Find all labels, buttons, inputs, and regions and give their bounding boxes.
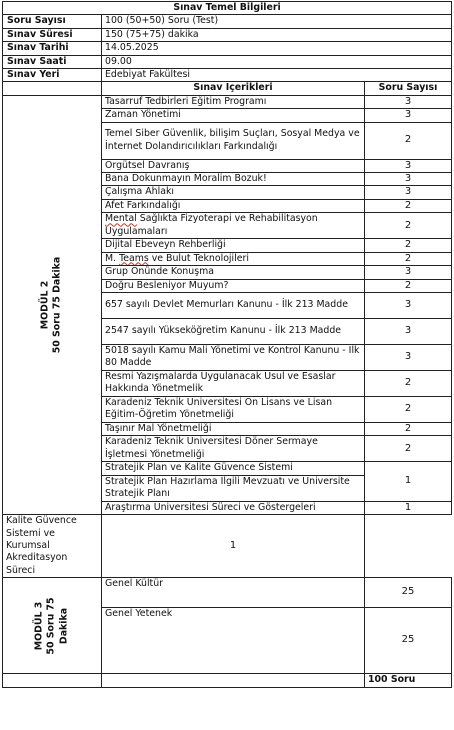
topic-count: 2 (365, 396, 452, 422)
total-questions: 100 Soru (365, 674, 452, 687)
topic-count: 2 (365, 370, 452, 396)
topic-item: Çalışma Ahlakı (102, 186, 365, 199)
topic-count: 3 (365, 266, 452, 279)
exam-date-value: 14.05.2025 (102, 42, 452, 55)
topic-count: 2 (365, 279, 452, 292)
topic-item: Mental Sağlıkta Fizyoterapi ve Rehabilitasyon Uygulamaları (102, 213, 365, 239)
topic-item: Genel Kültür (102, 578, 365, 608)
exam-duration-label: Sınav Süresi (3, 28, 102, 41)
topic-item: Örgütsel Davranış (102, 159, 365, 172)
topic-item: 2547 sayılı Yükseköğretim Kanunu - İlk 213 Madde (102, 318, 365, 344)
topic-count: 3 (365, 318, 452, 344)
topic-item: Dijital Ebeveyn Rehberliği (102, 239, 365, 252)
question-count-label: Soru Sayısı (3, 15, 102, 28)
topic-count: 2 (365, 422, 452, 435)
topic-count: 3 (365, 344, 452, 370)
exam-duration-value: 150 (75+75) dakika (102, 28, 452, 41)
topic-count: 2 (365, 436, 452, 462)
basic-info-title: Sınav Temel Bilgileri (3, 2, 452, 15)
topic-item: Resmi Yazışmalarda Uygulanacak Usul ve Esaslar Hakkında Yönetmelik (102, 370, 365, 396)
topic-item: Kalite Güvence Sistemi ve Kurumsal Akreditasyon Süreci (3, 515, 102, 578)
topic-count: 2 (365, 252, 452, 265)
contents-count-header: Soru Sayısı (365, 82, 452, 95)
topic-item: 657 sayılı Devlet Memurları Kanunu - İlk 213 Madde (102, 292, 365, 318)
topic-count: 2 (365, 122, 452, 159)
topic-item: Karadeniz Teknik Üniversitesi Döner Sermaye İşletmesi Yönetmeliği (102, 436, 365, 462)
topic-count: 1 (365, 462, 452, 501)
topic-count: 2 (365, 239, 452, 252)
topic-item: Bana Dokunmayın Moralim Bozuk! (102, 173, 365, 186)
question-count-value: 100 (50+50) Soru (Test) (102, 15, 452, 28)
topic-item: Tasarruf Tedbirleri Eğitim Programı (102, 95, 365, 108)
topic-item: Araştırma Üniversitesi Süreci ve Göstergeleri (102, 501, 365, 514)
contents-topic-header: Sınav İçerikleri (102, 82, 365, 95)
module-3-label: MODÜL 3 50 Soru 75 Dakika (3, 578, 102, 674)
topic-item: Taşınır Mal Yönetmeliği (102, 422, 365, 435)
spellcheck-word: Mental (105, 213, 137, 225)
module-2-label: MODÜL 2 50 Soru 75 Dakika (3, 95, 102, 514)
topic-item: Stratejik Plan ve Kalite Güvence Sistemi (102, 462, 365, 475)
topic-item: Doğru Besleniyor Muyum? (102, 279, 365, 292)
topic-item: Genel Yetenek (102, 608, 365, 674)
topic-item: Temel Siber Güvenlik, bilişim Suçları, Sosyal Medya ve İnternet Dolandırıcılıkları Farkındalığı (102, 122, 365, 159)
spellcheck-word: Teams (119, 252, 149, 264)
exam-place-label: Sınav Yeri (3, 69, 102, 82)
exam-time-label: Sınav Saati (3, 55, 102, 68)
exam-time-value: 09.00 (102, 55, 452, 68)
topic-item: 5018 sayılı Kamu Mali Yönetimi ve Kontrol Kanunu - İlk 80 Madde (102, 344, 365, 370)
topic-count: 25 (365, 608, 452, 674)
topic-count: 1 (365, 501, 452, 514)
topic-count: 2 (365, 213, 452, 239)
exam-date-label: Sınav Tarihi (3, 42, 102, 55)
exam-info-document (2, 1, 451, 688)
topic-count: 25 (365, 578, 452, 608)
exam-place-value: Edebiyat Fakültesi (102, 69, 452, 82)
topic-item: Grup Önünde Konuşma (102, 266, 365, 279)
topic-item: Afet Farkındalığı (102, 199, 365, 212)
topic-count: 2 (365, 199, 452, 212)
topic-count: 3 (365, 95, 452, 108)
exam-contents-table (2, 81, 452, 687)
topic-count: 3 (365, 109, 452, 122)
topic-count: 3 (365, 292, 452, 318)
topic-item: Zaman Yönetimi (102, 109, 365, 122)
topic-item: M. Teams ve Bulut Teknolojileri (102, 252, 365, 265)
topic-count: 3 (365, 186, 452, 199)
topic-item: Karadeniz Teknik Üniversitesi Ön Lisans ve Lisan Eğitim-Öğretim Yönetmeliği (102, 396, 365, 422)
topic-count: 3 (365, 173, 452, 186)
basic-info-table (2, 1, 452, 82)
topic-item: Stratejik Plan Hazırlama İlgili Mevzuatı ve Üniversite Stratejik Planı (102, 475, 365, 501)
topic-count: 3 (365, 159, 452, 172)
topic-count: 1 (102, 515, 365, 578)
